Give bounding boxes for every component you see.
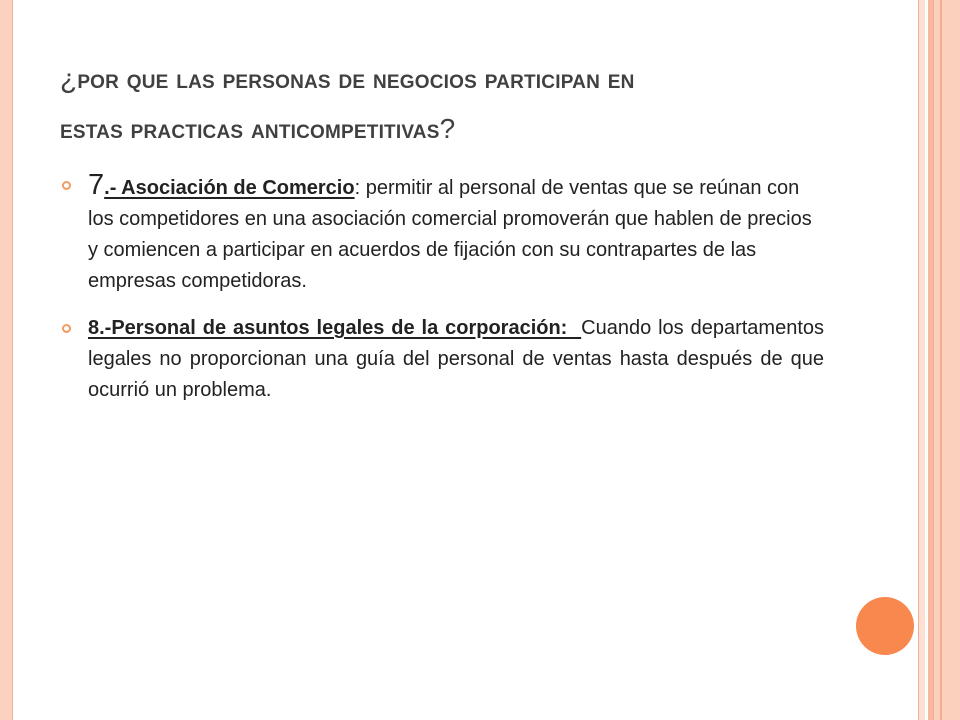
bullet-heading: 8.-Personal de asuntos legales de la corporación: <box>88 317 582 339</box>
ring-bullet-icon <box>62 324 71 333</box>
bullet-heading: .- Asociación de Comercio <box>104 177 355 199</box>
orange-circle-icon <box>856 597 914 655</box>
title-question-open: ¿ <box>60 63 78 94</box>
bullet-list <box>62 170 824 422</box>
list-item <box>62 313 824 406</box>
bullet-body: Cuando los departamentos legales no proporcionan una guía del personal de ventas hasta después de que ocurrió un problema. <box>88 317 825 401</box>
slide-title <box>60 55 860 155</box>
bullet-separator: : <box>354 177 361 199</box>
right-stripe <box>940 0 942 720</box>
right-stripe <box>933 0 960 720</box>
title-question-close: ? <box>439 113 456 144</box>
ring-bullet-icon <box>62 181 71 190</box>
title-line-2: estas practicas anticompetitivas <box>60 114 440 144</box>
bullet-body: permitir al personal de ventas que se reúnan con los competidores en una asociación comercial promoverán que hablen de precios y comiencen a participar en acuerdos de fijación con su contrapartes de las empresas competidoras. <box>88 177 812 292</box>
bullet-number: 7 <box>88 169 105 201</box>
list-item <box>62 170 824 297</box>
title-line-1: por que las personas de negocios participan en <box>77 64 635 94</box>
left-accent-border <box>0 0 13 720</box>
